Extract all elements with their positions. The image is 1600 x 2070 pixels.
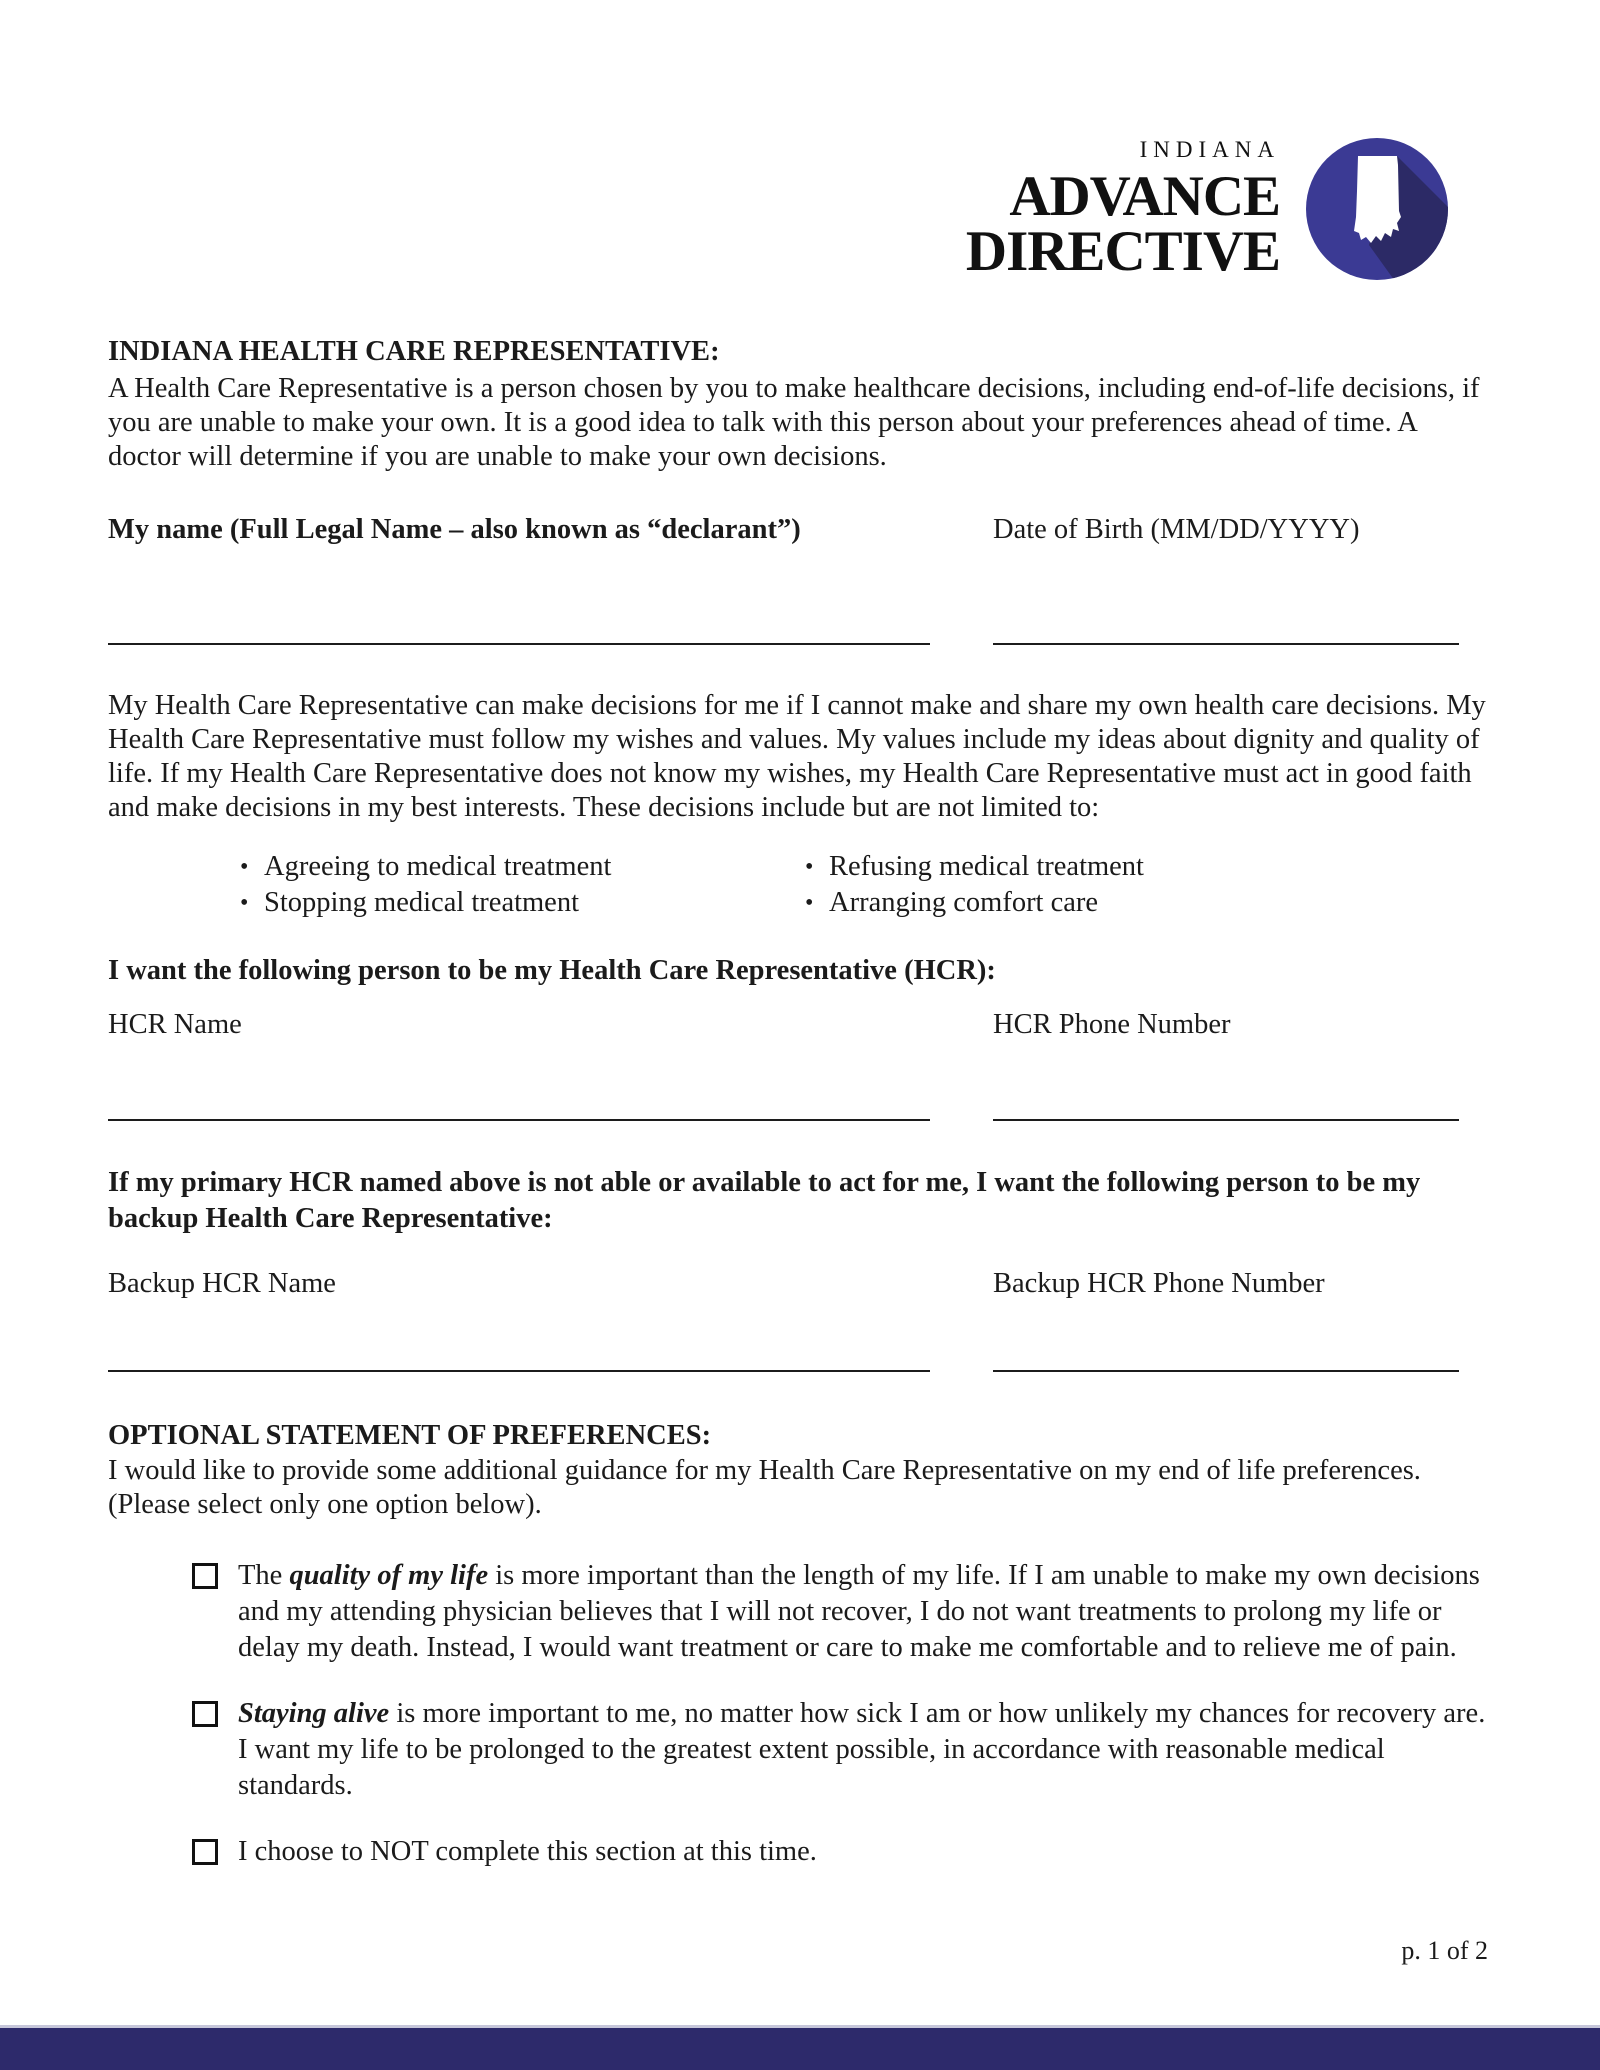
list-item: [240, 849, 805, 885]
bullet-label: Agreeing to medical treatment: [264, 851, 612, 882]
logo-line-directive: DIRECTIVE: [965, 220, 1280, 283]
option-emphasis: quality of my life: [289, 1559, 489, 1591]
bullet-icon: •: [805, 890, 814, 916]
preference-option-not-complete: [192, 1834, 1492, 1870]
backup-hcr-phone-label: Backup HCR Phone Number: [993, 1267, 1325, 1299]
list-item: [240, 885, 805, 921]
preference-option-quality-of-life: [192, 1558, 1492, 1666]
logo: [0, 137, 1600, 283]
hcr-select-heading: I want the following person to be my Health Care Representative (HCR):: [108, 955, 996, 986]
preference-option-staying-alive: [192, 1696, 1492, 1804]
bullet-label: Arranging comfort care: [829, 887, 1099, 918]
list-item: [805, 849, 1492, 885]
backup-hcr-name-field[interactable]: [108, 1370, 930, 1372]
backup-hcr-heading: If my primary HCR named above is not able or available to act for me, I want the following person to be my backup Health Care Representative:: [108, 1167, 1421, 1234]
logo-line-advance: ADVANCE: [1009, 165, 1280, 228]
name-dob-label-row: [108, 512, 1492, 548]
option-text: The quality of my life is more important than the length of my life. If I am unable to make my own decisions and my attending physician believes that I will not recover, I do not want treatments to prolong my life or delay my death. Instead, I would want treatment or care to make me comfortable and to relieve me of pain.: [238, 1559, 1480, 1663]
name-dob-line-row: [108, 643, 1492, 645]
preferences-heading: OPTIONAL STATEMENT OF PREFERENCES:: [108, 1419, 712, 1451]
bullet-label: Refusing medical treatment: [829, 851, 1144, 882]
backup-line-row: [108, 1370, 1492, 1372]
bullets-left-column: [240, 849, 805, 921]
logo-line-indiana: INDIANA: [1139, 137, 1280, 162]
hcr-info-paragraph: A Health Care Representative is a person chosen by you to make healthcare decisions, including end-of-life decisions, if you are unable to make your own. It is a good idea to talk with this person about your preferences ahead of time. A doctor will determine if you are unable to make your own decisions.: [108, 373, 1480, 472]
section-heading-hcr-info: INDIANA HEALTH CARE REPRESENTATIVE:: [108, 336, 720, 367]
full-legal-name-label: My name (Full Legal Name – also known as “declarant”): [108, 514, 801, 545]
hcr-label-row: [108, 1007, 1492, 1043]
hcr-powers-paragraph: My Health Care Representative can make decisions for me if I cannot make and share my own health care decisions. My Health Care Representative must follow my wishes and values. My values include my ideas about dignity and quality of life. If my Health Care Representative does not know my wishes, my Health Care Representative must act in good faith and make decisions in my best interests. These decisions include but are not limited to:: [108, 690, 1486, 823]
bullet-icon: •: [240, 854, 249, 880]
backup-hcr-phone-field[interactable]: [993, 1370, 1459, 1372]
bullet-icon: •: [240, 890, 249, 916]
hcr-powers-bullets: [108, 849, 1492, 921]
option-text: I choose to NOT complete this section at this time.: [238, 1835, 817, 1867]
bullets-right-column: [805, 849, 1492, 921]
bottom-bar: [0, 2025, 1600, 2070]
bullet-icon: •: [805, 854, 814, 880]
indiana-state-icon: [1306, 138, 1448, 280]
backup-hcr-name-label: Backup HCR Name: [108, 1267, 336, 1299]
form-content: [0, 334, 1600, 1870]
hcr-phone-field[interactable]: [993, 1119, 1459, 1121]
option-emphasis: Staying alive: [238, 1697, 390, 1729]
page-number: p. 1 of 2: [1401, 1936, 1488, 1965]
date-of-birth-field[interactable]: [993, 643, 1459, 645]
not-complete-checkbox[interactable]: [192, 1839, 218, 1865]
backup-label-row: [108, 1266, 1492, 1302]
bullet-label: Stopping medical treatment: [264, 887, 580, 918]
logo-wordmark: [965, 137, 1280, 283]
preferences-intro: I would like to provide some additional guidance for my Health Care Representative on my end of life preferences. (Please select only one option below).: [108, 1454, 1421, 1520]
hcr-name-field[interactable]: [108, 1119, 930, 1121]
option-text: Staying alive is more important to me, no matter how sick I am or how unlikely my chances for recovery are. I want my life to be prolonged to the greatest extent possible, in accordance with reasonable medical standards.: [238, 1697, 1486, 1801]
staying-alive-checkbox[interactable]: [192, 1701, 218, 1727]
list-item: [805, 885, 1492, 921]
hcr-name-label: HCR Name: [108, 1009, 242, 1040]
full-legal-name-field[interactable]: [108, 643, 930, 645]
hcr-phone-label: HCR Phone Number: [993, 1009, 1231, 1040]
hcr-line-row: [108, 1119, 1492, 1121]
date-of-birth-label: Date of Birth (MM/DD/YYYY): [993, 514, 1360, 545]
quality-of-life-checkbox[interactable]: [192, 1563, 218, 1589]
